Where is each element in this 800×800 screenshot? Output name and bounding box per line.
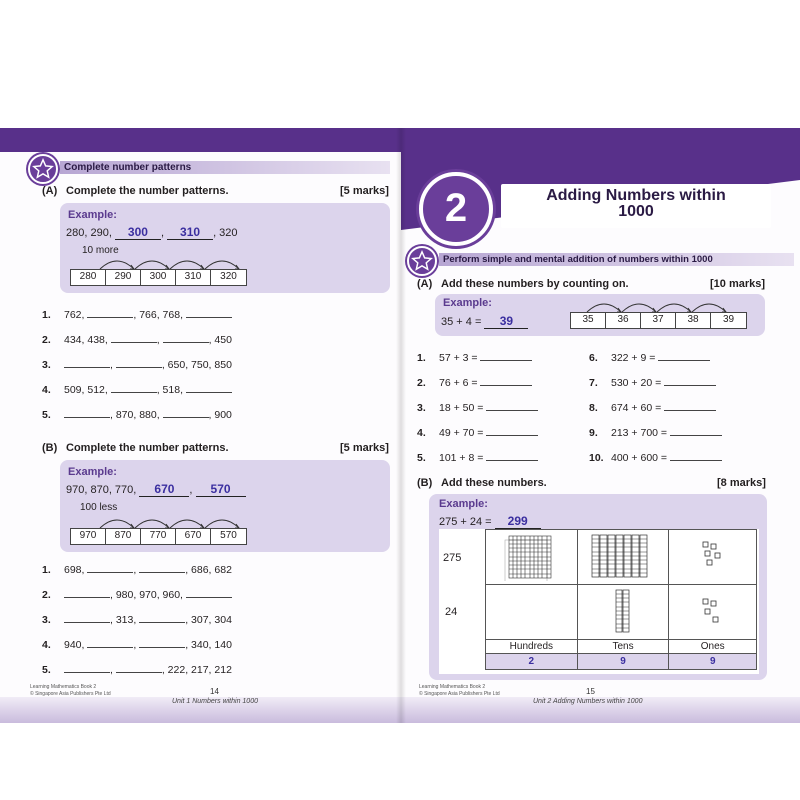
book-title: Learning Mathematics Book 2 — [419, 684, 486, 690]
tens-cell-275 — [577, 530, 669, 585]
header-ones: Ones — [669, 640, 757, 654]
right-a-item-5: 5. 101 + 8 = — [417, 451, 538, 464]
left-part-b-heading: Complete the number patterns. — [66, 442, 229, 454]
left-part-a-marks: [5 marks] — [340, 185, 389, 197]
left-top-band — [0, 128, 401, 152]
left-a-item-1: 1. 762, , 766, 768, — [42, 308, 232, 321]
left-part-a-label: (A) — [42, 185, 58, 197]
left-b-item-2: 2. , 980, 970, 960, — [42, 588, 232, 601]
left-part-a-heading: Complete the number patterns. — [66, 185, 229, 197]
left-part-b-label: (B) — [42, 442, 58, 454]
hop-arrows — [70, 251, 260, 271]
left-b-item-1: 1. 698, , , 686, 682 — [42, 564, 232, 576]
example-answer: 39 — [484, 314, 528, 329]
number-line-cell: 970 — [71, 529, 106, 544]
left-star-badge — [28, 154, 58, 184]
answer-blank[interactable] — [87, 563, 133, 573]
example-note: 10 more — [82, 245, 119, 256]
answer-blank[interactable] — [139, 613, 185, 623]
answer-blank[interactable] — [670, 426, 722, 436]
example-answer-2: 570 — [196, 482, 246, 497]
book-title: Learning Mathematics Book 2 — [30, 684, 97, 690]
answer-blank[interactable] — [64, 358, 110, 368]
answer-blank[interactable] — [186, 588, 232, 598]
chapter-number-badge: 2 — [419, 172, 493, 246]
example-title: Example: — [68, 466, 117, 478]
answer-blank[interactable] — [486, 426, 538, 436]
unit-label: Unit 1 Numbers within 1000 — [172, 698, 258, 705]
number-line-cell: 38 — [676, 313, 711, 328]
value-tens: 9 — [577, 654, 669, 670]
right-part-a-example-box — [435, 294, 765, 336]
answer-blank[interactable] — [163, 408, 209, 418]
number-line-cell: 770 — [141, 529, 176, 544]
number-line-cell: 290 — [106, 270, 141, 285]
left-a-item-5: 5. , 870, 880, , 900 — [42, 409, 232, 421]
example-answer-1: 670 — [139, 482, 189, 497]
hop-arrows — [565, 294, 755, 314]
tens-rods-icon — [588, 531, 658, 581]
right-star-badge — [407, 246, 437, 276]
example-title: Example: — [68, 209, 117, 221]
example-answer-1: 300 — [115, 225, 161, 240]
right-a-item-10: 10. 400 + 600 = — [589, 451, 722, 464]
number-line-cell: 39 — [722, 314, 735, 325]
header-hundreds: Hundreds — [486, 640, 578, 654]
answer-blank[interactable] — [486, 451, 538, 461]
example-sum — [441, 314, 528, 329]
example-answer-2: 310 — [167, 225, 213, 240]
number-line-cell: 670 — [176, 529, 211, 544]
chapter-title-line-1: Adding Numbers within — [546, 187, 726, 204]
answer-blank[interactable] — [111, 333, 157, 343]
example-expression: 275 + 24 = — [439, 516, 492, 528]
chapter-title-line-2: 1000 — [618, 203, 654, 220]
example-seq-end: , 320 — [213, 227, 238, 239]
place-value-table — [485, 529, 757, 670]
example-seq-start: 970, 870, 770, — [66, 484, 137, 496]
left-part-a-example-box — [60, 203, 390, 293]
number-line-cell: 320 — [220, 271, 237, 282]
chapter-title — [501, 188, 771, 220]
example-answer: 299 — [495, 514, 541, 529]
left-a-item-2: 2. 434, 438, , , 450 — [42, 334, 232, 346]
right-a-item-4: 4. 49 + 70 = — [417, 426, 538, 439]
answer-blank[interactable] — [64, 408, 110, 418]
right-a-item-6: 6. 322 + 9 = — [589, 351, 710, 364]
right-a-item-1: 1. 57 + 3 = — [417, 351, 532, 364]
left-part-b-marks: [5 marks] — [340, 442, 389, 454]
number-line-cell: 35 — [571, 313, 606, 328]
unit-label: Unit 2 Adding Numbers within 1000 — [533, 698, 643, 705]
open-workbook — [0, 128, 800, 723]
answer-blank[interactable] — [87, 308, 133, 318]
star-icon — [32, 158, 54, 180]
right-a-item-9: 9. 213 + 700 = — [589, 426, 722, 439]
answer-blank[interactable] — [658, 351, 710, 361]
value-hundreds: 2 — [486, 654, 578, 670]
left-a-item-3: 3. , , 650, 750, 850 — [42, 359, 232, 371]
answer-blank[interactable] — [480, 376, 532, 386]
right-part-b-label: (B) — [417, 477, 433, 489]
publisher: © Singapore Asia Publishers Pte Ltd — [30, 691, 111, 697]
answer-blank[interactable] — [480, 351, 532, 361]
page-number: 15 — [586, 687, 595, 696]
answer-blank[interactable] — [64, 663, 110, 673]
answer-blank[interactable] — [64, 588, 110, 598]
right-part-a-marks: [10 marks] — [710, 278, 766, 290]
example-number-line — [70, 269, 247, 286]
left-a-item-4: 4. 509, 512, , 518, — [42, 383, 232, 396]
right-a-item-8: 8. 674 + 60 = — [589, 401, 716, 414]
ones-cubes-icon — [693, 536, 733, 576]
example-expression: 35 + 4 = — [441, 316, 482, 328]
answer-blank[interactable] — [486, 401, 538, 411]
hop-arrows — [70, 510, 260, 530]
example-title: Example: — [439, 498, 488, 510]
number-line-cell: 870 — [106, 529, 141, 544]
answer-blank[interactable] — [139, 563, 185, 573]
number-line-cell: 36 — [606, 313, 641, 328]
left-b-item-5: 5. , , 222, 217, 212 — [42, 664, 232, 676]
example-note: 100 less — [80, 502, 118, 513]
answer-blank[interactable] — [64, 613, 110, 623]
ones-cell-24 — [669, 585, 757, 640]
number-line-cell: 280 — [71, 270, 106, 285]
example-sum — [439, 514, 541, 529]
right-section-title: Perform simple and mental addition of numbers within 1000 — [439, 253, 794, 266]
left-b-item-3: 3. , 313, , 307, 304 — [42, 614, 232, 626]
left-part-b-example-box — [60, 460, 390, 552]
book-spine — [396, 128, 406, 723]
answer-blank[interactable] — [111, 383, 157, 393]
example-seq-start: 280, 290, — [66, 227, 112, 239]
value-ones: 9 — [669, 654, 757, 670]
star-icon — [411, 250, 433, 272]
answer-blank[interactable] — [186, 383, 232, 393]
ones-cell-275 — [669, 530, 757, 585]
left-section-title: Complete number patterns — [60, 161, 390, 174]
example-sequence: 970, 870, 770, 670 , 570 — [66, 482, 246, 497]
answer-blank[interactable] — [87, 638, 133, 648]
page-number: 14 — [210, 687, 219, 696]
example-sequence: 280, 290, 300 , 310 , 320 — [66, 225, 238, 239]
tens-cell-24 — [577, 585, 669, 640]
number-line-cell: 300 — [141, 270, 176, 285]
number-line-cell: 310 — [176, 270, 211, 285]
answer-blank[interactable] — [163, 333, 209, 343]
right-a-item-2: 2. 76 + 6 = — [417, 376, 532, 389]
header-tens: Tens — [577, 640, 669, 654]
left-b-item-4: 4. 940, , , 340, 140 — [42, 639, 232, 651]
example-title: Example: — [443, 297, 492, 309]
publisher: © Singapore Asia Publishers Pte Ltd — [419, 691, 500, 697]
right-a-item-7: 7. 530 + 20 = — [589, 376, 716, 389]
right-part-b-example-box — [429, 494, 767, 680]
answer-blank[interactable] — [139, 638, 185, 648]
right-part-b-heading: Add these numbers. — [441, 477, 547, 489]
row-label-275: 275 — [443, 552, 462, 564]
example-number-line — [70, 528, 247, 545]
ones-cubes-icon — [693, 591, 733, 631]
example-number-line — [570, 312, 747, 329]
left-page — [0, 128, 401, 723]
hundreds-cell-275 — [486, 530, 578, 585]
number-line-cell: 570 — [220, 530, 237, 541]
answer-blank[interactable] — [116, 663, 162, 673]
answer-blank[interactable] — [186, 308, 232, 318]
row-label-24: 24 — [445, 606, 458, 618]
answer-blank[interactable] — [664, 401, 716, 411]
right-a-item-3: 3. 18 + 50 = — [417, 401, 538, 414]
right-part-a-heading: Add these numbers by counting on. — [441, 278, 629, 290]
number-line-cell: 37 — [641, 313, 676, 328]
answer-blank[interactable] — [664, 376, 716, 386]
hundreds-cell-24 — [486, 585, 578, 640]
tens-rods-icon — [608, 586, 638, 636]
hundreds-block-icon — [501, 531, 561, 581]
right-part-a-label: (A) — [417, 278, 433, 290]
answer-blank[interactable] — [116, 358, 162, 368]
right-part-b-marks: [8 marks] — [717, 477, 766, 489]
right-page — [401, 128, 800, 723]
answer-blank[interactable] — [670, 451, 722, 461]
